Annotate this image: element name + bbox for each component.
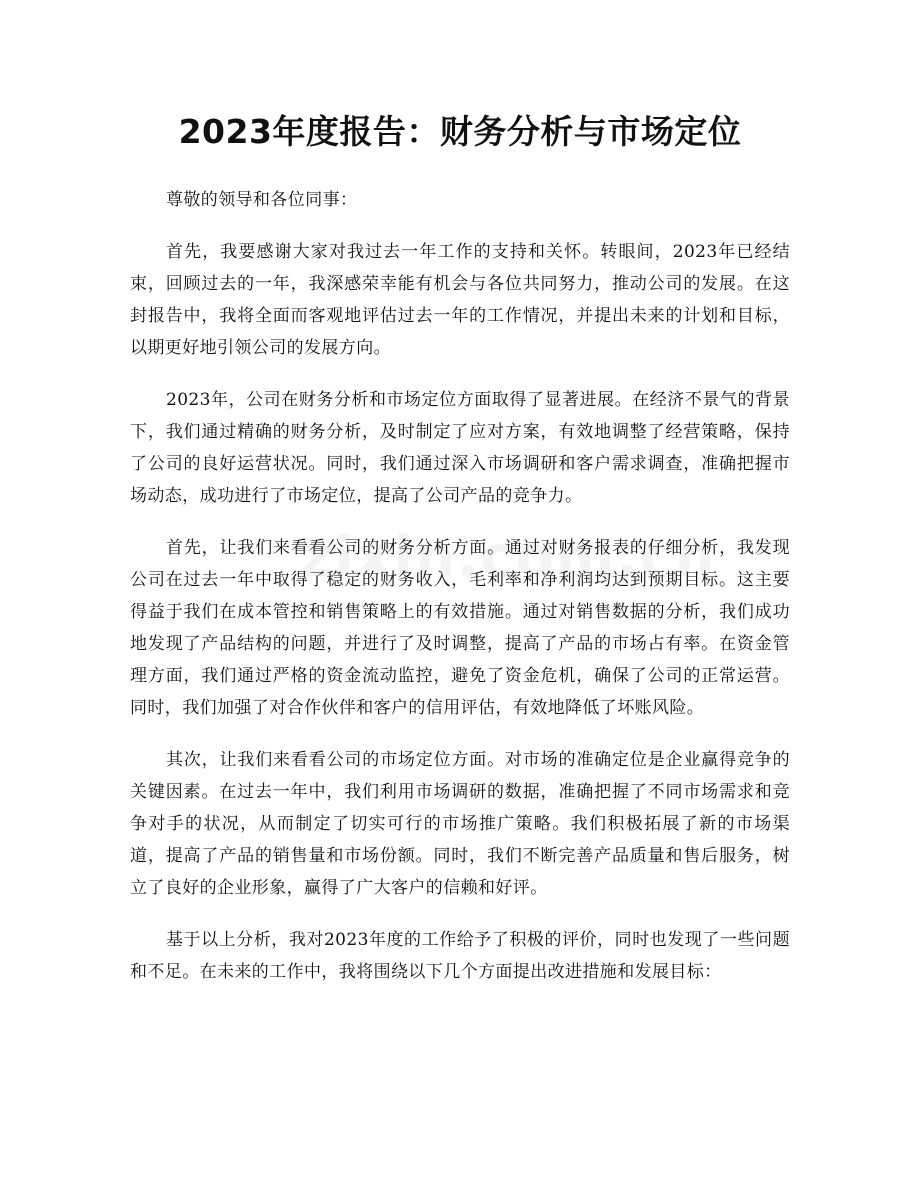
salutation: 尊敬的领导和各位同事： [166,190,358,210]
paragraph-5: 基于以上分析，我对2023年度的工作给予了积极的评价，同时也发现了一些问题和不足。在未来的工作中，我将围绕以下几个方面提出改进措施和发展目标： [130,930,790,982]
paragraph-2: 2023年，公司在财务分析和市场定位方面取得了显著进展。在经济不景气的背景下，我们通过精确的财务分析，及时制定了应对方案，有效地调整了经营策略，保持了公司的良好运营状况。同时，我们通过深入市场调研和客户需求调查，准确把握市场动态，成功进行了市场定位，提高了公司产品的竞争力。 [130,390,790,506]
document-title: 2023年度报告：财务分析与市场定位 [178,112,742,151]
paragraph-4: 其次，让我们来看看公司的市场定位方面。对市场的准确定位是企业赢得竞争的关键因素。在过去一年中，我们利用市场调研的数据，准确把握了不同市场需求和竞争对手的状况，从而制定了切实可行的市场推广策略。我们积极拓展了新的市场渠道，提高了产品的销售量和市场份额。同时，我们不断完善产品质量和售后服务，树立了良好的企业形象，赢得了广大客户的信赖和好评。 [130,750,790,898]
paragraph-1: 首先，我要感谢大家对我过去一年工作的支持和关怀。转眼间，2023年已经结束，回顾过去的一年，我深感荣幸能有机会与各位共同努力，推动公司的发展。在这封报告中，我将全面而客观地评估过去一年的工作情况，并提出未来的计划和目标，以期更好地引领公司的发展方向。 [130,242,790,358]
paragraph-3: 首先，让我们来看看公司的财务分析方面。通过对财务报表的仔细分析，我发现公司在过去一年中取得了稳定的财务收入，毛利率和净利润均达到预期目标。这主要得益于我们在成本管控和销售策略上的有效措施。通过对销售数据的分析，我们成功地发现了产品结构的问题，并进行了及时调整，提高了产品的市场占有率。在资金管理方面，我们通过严格的资金流动监控，避免了资金危机，确保了公司的正常运营。同时，我们加强了对合作伙伴和客户的信用评估，有效地降低了坏账风险。 [130,538,790,718]
document-body [130,184,790,1008]
